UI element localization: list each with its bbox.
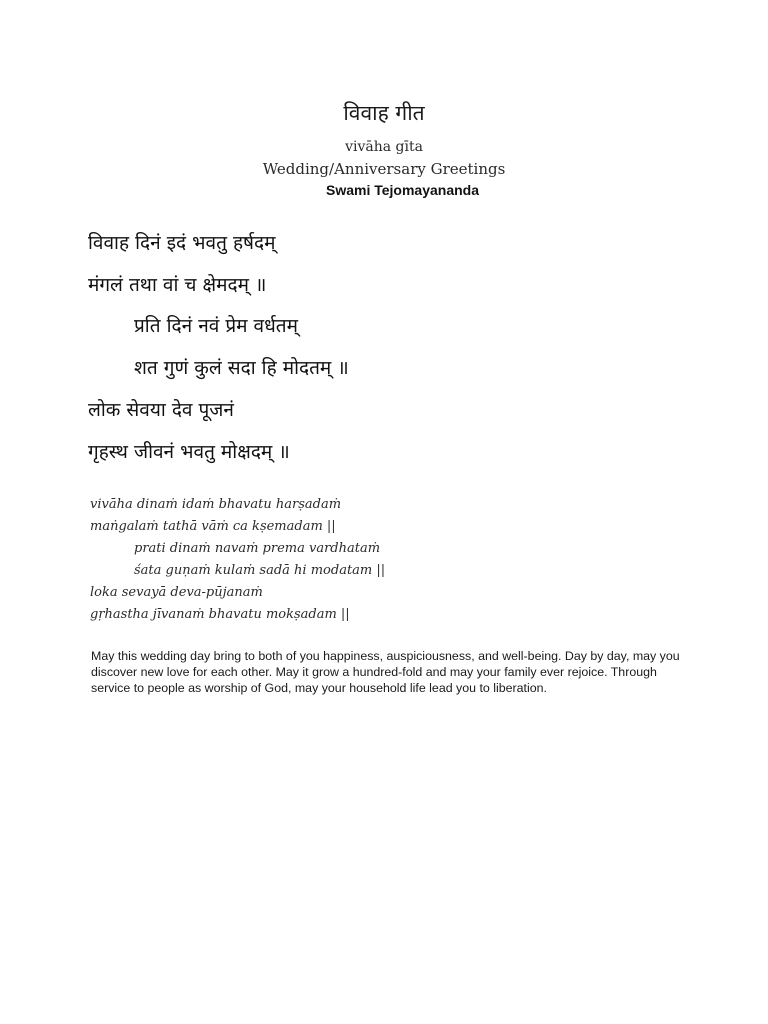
verse-transliteration-line-1: vivāha dinaṁ idaṁ bhavatu harṣadaṁ bbox=[90, 497, 342, 512]
verse-devanagari-line-3: प्रति दिनं नवं प्रेम वर्धतम् bbox=[134, 315, 298, 337]
verse-devanagari-line-5: लोक सेवया देव पूजनं bbox=[88, 399, 234, 421]
verse-devanagari-line-1: विवाह दिनं इदं भवतु हर्षदम् bbox=[88, 232, 276, 254]
title-transliteration: vivāha gīta bbox=[345, 139, 423, 155]
verse-devanagari-line-6: गृहस्थ जीवनं भवतु मोक्षदम् ॥ bbox=[88, 441, 290, 463]
verse-transliteration-line-6: gṛhastha jīvanaṁ bhavatu mokṣadam || bbox=[90, 607, 350, 622]
verse-devanagari-line-4: शत गुणं कुलं सदा हि मोदतम् ॥ bbox=[134, 357, 349, 379]
verse-transliteration-line-4: śata guṇaṁ kulaṁ sadā hi modatam || bbox=[134, 563, 386, 578]
verse-transliteration-line-2: maṅgalaṁ tathā vāṁ ca kṣemadam || bbox=[90, 519, 336, 534]
verse-transliteration-line-5: loka sevayā deva-pūjanaṁ bbox=[90, 585, 263, 600]
verse-devanagari-line-2: मंगलं तथा वां च क्षेमदम् ॥ bbox=[88, 274, 267, 296]
title-english: Wedding/Anniversary Greetings bbox=[262, 160, 506, 178]
title-devanagari: विवाह गीत bbox=[343, 101, 425, 125]
english-translation: May this wedding day bring to both of you happiness, auspiciousness, and well-being. Day by day, may you discover new love for each other. May it grow a hundred-fold and may your family ever rejoice. Through service to people as worship of God, may your household life lead you to liberation. bbox=[91, 649, 680, 695]
author-name: Swami Tejomayananda bbox=[326, 182, 480, 198]
verse-transliteration-line-3: prati dinaṁ navaṁ prema vardhataṁ bbox=[134, 541, 381, 556]
